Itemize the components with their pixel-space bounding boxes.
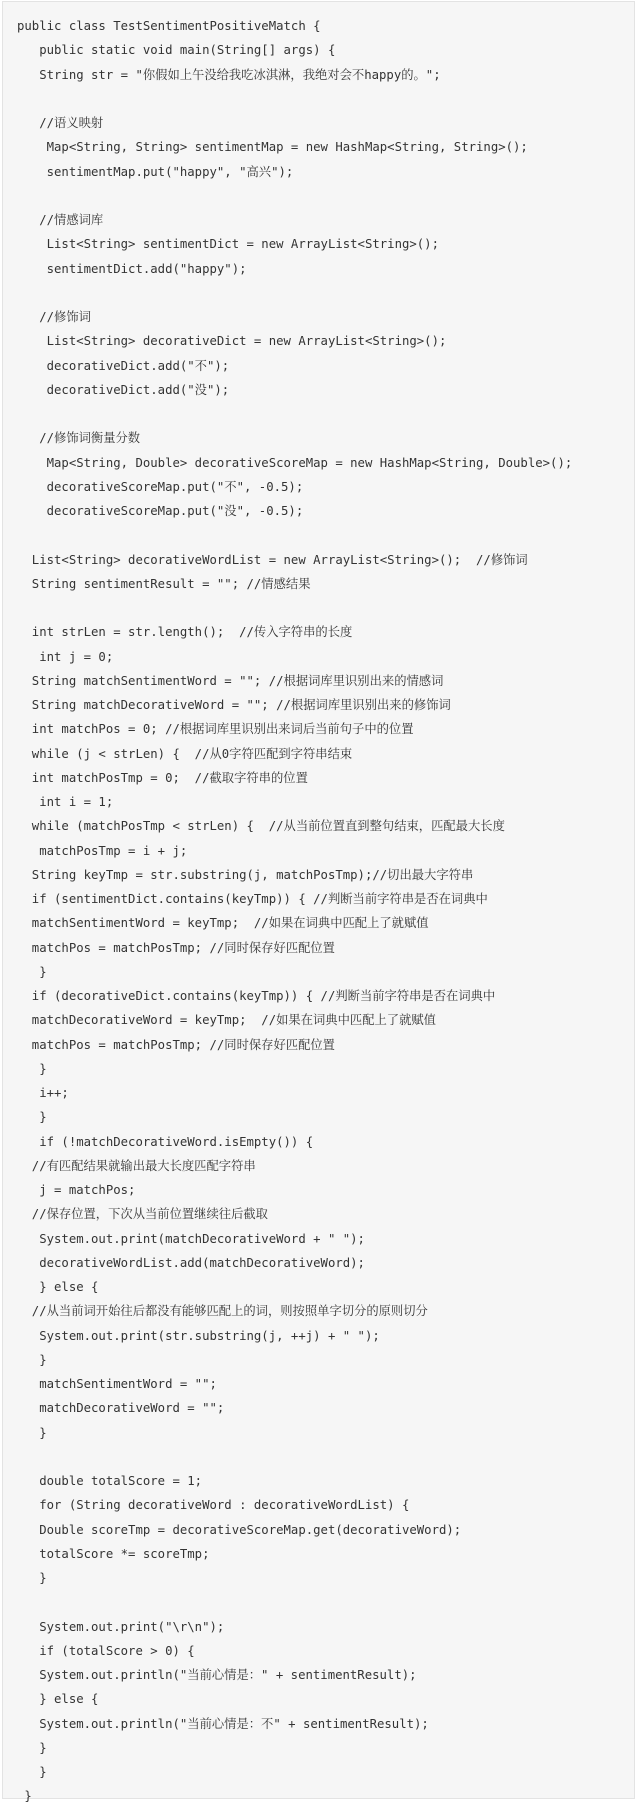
code-line: List<String> decorativeDict = new ArrayList<String>(); — [17, 334, 447, 349]
code-line: System.out.println("当前心情是：" + sentimentResult); — [17, 1668, 417, 1682]
code-line: int j = 0; — [17, 649, 114, 664]
code-line: int i = 1; — [17, 795, 114, 809]
code-line: String sentimentResult = ""; //情感结果 — [17, 576, 311, 591]
code-line — [3, 596, 634, 620]
code-line: //修饰词衡量分数 — [17, 431, 141, 446]
code-line: decorativeScoreMap.put("不", -0.5); — [17, 479, 304, 494]
code-line: System.out.println("当前心情是：不" + sentimentResult); — [17, 1716, 429, 1731]
code-line: String matchDecorativeWord = ""; //根据词库里识别出来的修饰词 — [17, 698, 451, 712]
code-line: //保存位置，下次从当前位置继续往后截取 — [17, 1207, 268, 1222]
code-line: matchPos = matchPosTmp; //同时保存好匹配位置 — [17, 940, 335, 955]
code-line: } — [17, 1352, 47, 1367]
code-line: if (totalScore > 0) { — [17, 1643, 195, 1658]
code-line: } — [17, 1789, 32, 1804]
code-line: if (sentimentDict.contains(keyTmp)) { //判断当前字符串是否在词典中 — [17, 892, 488, 906]
code-line: for (String decorativeWord : decorativeWordList) { — [17, 1498, 410, 1513]
code-line — [3, 87, 634, 111]
code-line: int strLen = str.length(); //传入字符串的长度 — [17, 625, 353, 640]
code-line — [3, 1590, 634, 1614]
code-line: System.out.print(matchDecorativeWord + " "); — [17, 1231, 365, 1246]
code-line: double totalScore = 1; — [17, 1474, 203, 1488]
code-line: List<String> decorativeWordList = new ArrayList<String>(); //修饰词 — [17, 552, 528, 567]
code-line: Map<String, Double> decorativeScoreMap = new HashMap<String, Double>(); — [17, 455, 573, 470]
code-line: if (!matchDecorativeWord.isEmpty()) { — [17, 1134, 314, 1149]
code-line: matchDecorativeWord = ""; — [17, 1401, 225, 1416]
code-line: if (decorativeDict.contains(keyTmp)) { //判断当前字符串是否在词典中 — [17, 989, 496, 1003]
code-line: Map<String, String> sentimentMap = new HashMap<String, String>(); — [17, 140, 528, 155]
code-line: decorativeWordList.add(matchDecorativeWord); — [17, 1255, 365, 1270]
code-line: } else { — [17, 1280, 99, 1294]
code-line: } — [17, 1061, 47, 1076]
code-line: matchSentimentWord = ""; — [17, 1377, 217, 1391]
code-line: i++; — [17, 1086, 69, 1100]
code-line: public static void main(String[] args) { — [17, 43, 336, 58]
code-line — [3, 184, 634, 208]
code-line: } — [17, 1740, 47, 1755]
code-line: //情感词库 — [17, 213, 104, 227]
code-line — [3, 281, 634, 305]
code-line: } — [17, 964, 47, 979]
code-line — [3, 402, 634, 426]
code-line: } else { — [17, 1692, 99, 1707]
code-line: matchSentimentWord = keyTmp; //如果在词典中匹配上了就赋值 — [17, 916, 429, 931]
code-line: j = matchPos; — [17, 1183, 136, 1197]
code-line: } — [17, 1571, 47, 1585]
code-line: //修饰词 — [17, 310, 91, 324]
code-line: String str = "你假如上午没给我吃冰淇淋，我绝对会不happy的。"; — [17, 67, 441, 82]
code-line: String matchSentimentWord = ""; //根据词库里识别出来的情感词 — [17, 673, 444, 688]
code-line: public class TestSentimentPositiveMatch { — [17, 19, 321, 33]
code-line: //从当前词开始往后都没有能够匹配上的词，则按照单字切分的原则切分 — [17, 1304, 428, 1319]
code-line: sentimentMap.put("happy", "高兴"); — [17, 164, 294, 179]
code-line: String keyTmp = str.substring(j, matchPosTmp);//切出最大字符串 — [17, 867, 474, 882]
code-line: decorativeDict.add("没"); — [17, 382, 230, 397]
code-block — [2, 1, 635, 1804]
code-line: sentimentDict.add("happy"); — [17, 261, 247, 276]
code-line — [3, 523, 634, 547]
code-line: System.out.print(str.substring(j, ++j) + " "); — [17, 1328, 380, 1343]
code-line — [3, 1445, 634, 1469]
code-line: //语义映射 — [17, 116, 104, 130]
code-line: } — [17, 1765, 47, 1779]
code-line: System.out.print("\r\n"); — [17, 1619, 225, 1634]
code-line: while (j < strLen) { //从0字符匹配到字符串结束 — [17, 746, 353, 761]
code-line: matchPosTmp = i + j; — [17, 843, 188, 858]
code-line: totalScore *= scoreTmp; — [17, 1546, 210, 1561]
code-line: matchDecorativeWord = keyTmp; //如果在词典中匹配上了就赋值 — [17, 1013, 436, 1028]
code-line: //有匹配结果就输出最大长度匹配字符串 — [17, 1158, 256, 1173]
code-line: decorativeScoreMap.put("没", -0.5); — [17, 504, 304, 518]
code-line: } — [17, 1110, 47, 1125]
code-line: decorativeDict.add("不"); — [17, 358, 230, 373]
code-line: int matchPosTmp = 0; //截取字符串的位置 — [17, 770, 308, 785]
code-line: matchPos = matchPosTmp; //同时保存好匹配位置 — [17, 1037, 335, 1052]
code-line: } — [17, 1425, 47, 1440]
code-line: while (matchPosTmp < strLen) { //从当前位置直到整句结束，匹配最大长度 — [17, 819, 505, 834]
code-line: List<String> sentimentDict = new ArrayList<String>(); — [17, 237, 439, 252]
code-line: Double scoreTmp = decorativeScoreMap.get(decorativeWord); — [17, 1522, 462, 1537]
code-line: int matchPos = 0; //根据词库里识别出来词后当前句子中的位置 — [17, 722, 414, 737]
